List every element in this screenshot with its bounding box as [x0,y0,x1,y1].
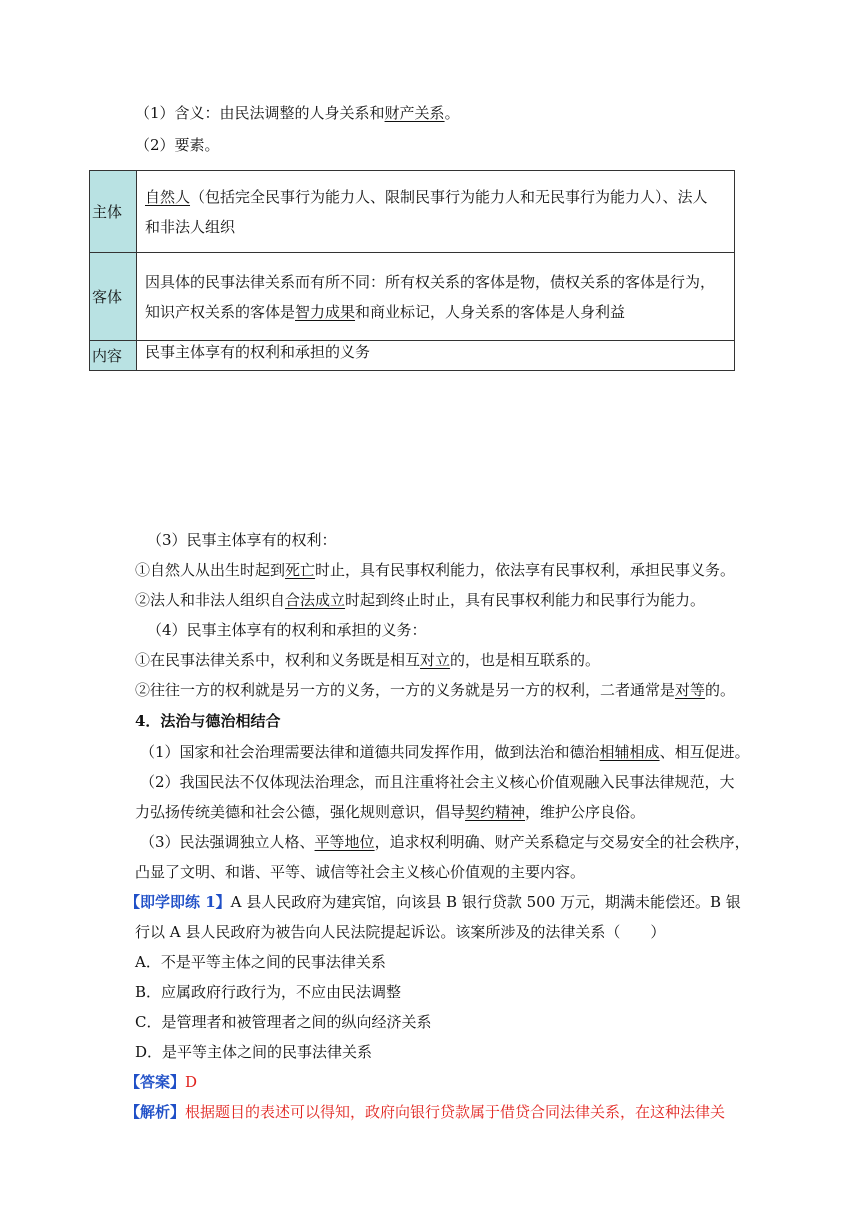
rule-virtue-paragraph-1: （1）国家和社会治理需要法律和道德共同发挥作用，做到法治和德治相辅相成、相互促进。 [140,743,750,761]
underlined-term: 对立 [420,651,451,669]
underlined-term: 对等 [675,681,706,699]
answer-tag: 【答案】 [125,1073,186,1091]
underlined-term: 财产关系 [384,104,445,122]
meaning-paragraph: （1）含义：由民法调整的人身关系和财产关系。 [135,104,460,122]
exercise-tag: 【即学即练 1】 [125,893,231,911]
underlined-term: 相辅相成 [599,743,660,761]
rights-heading: （3）民事主体享有的权利： [147,531,337,549]
table-value-cell: 因具体的民事法律关系而有所不同：所有权关系的客体是物，债权关系的客体是行为， 知识产权关系的客体是智力成果和商业标记，人身关系的客体是人身利益 [137,253,735,341]
option-a: A．不是平等主体之间的民事法律关系 [135,953,386,971]
answer-value: D [185,1073,198,1091]
rule-virtue-paragraph-2: （2）我国民法不仅体现法治理念，而且注重将社会主义核心价值观融入民事法律规范，大 [140,773,735,791]
table-value-cell: 自然人（包括完全民事行为能力人、限制民事行为能力人和无民事行为能力人）、法人 和非法人组织 [137,171,735,253]
table-row [90,171,735,253]
table-row [90,341,735,371]
rule-virtue-paragraph-2-cont: 力弘扬传统美德和社会公德，强化规则意识，倡导契约精神，维护公序良俗。 [135,803,646,821]
underlined-term: 合法成立 [285,591,346,609]
underlined-term: 智力成果 [295,302,356,321]
elements-heading: （2）要素。 [135,136,220,154]
rule-virtue-paragraph-3-cont: 凸显了文明、和谐、平等、诚信等社会主义核心价值观的主要内容。 [135,863,586,881]
table-key-cell: 客体 [90,253,137,341]
table-row [90,253,735,341]
rights-duties-heading: （4）民事主体享有的权利和承担的义务： [147,621,427,639]
option-d: D．是平等主体之间的民事法律关系 [135,1043,373,1061]
elements-table [89,170,735,371]
table-key-cell: 内容 [90,341,137,371]
underlined-term: 死亡 [285,561,316,579]
answer [125,1072,197,1092]
rights-duties-item-2: ②往往一方的权利就是另一方的义务，一方的义务就是另一方的权利，二者通常是对等的。 [135,681,736,699]
rights-item-2: ②法人和非法人组织自合法成立时起到终止时止，具有民事权利能力和民事行为能力。 [135,591,706,609]
analysis [125,1102,725,1122]
underlined-term: 契约精神 [465,803,526,821]
analysis-text: 根据题目的表述可以得知，政府向银行贷款属于借贷合同法律关系，在这种法律关 [185,1103,726,1121]
option-c: C．是管理者和被管理者之间的纵向经济关系 [135,1013,432,1031]
table-key-cell: 主体 [90,171,137,253]
underlined-term: 平等地位 [314,833,375,851]
rights-item-1: ①自然人从出生时起到死亡时止，具有民事权利能力，依法享有民事权利，承担民事义务。 [135,561,736,579]
section-heading: 4．法治与德治相结合 [135,712,281,730]
rule-virtue-paragraph-3: （3）民法强调独立人格、平等地位，追求权利明确、财产关系稳定与交易安全的社会秩序， [140,833,750,851]
rights-duties-item-1: ①在民事法律关系中，权利和义务既是相互对立的，也是相互联系的。 [135,651,601,669]
option-b: B．应属政府行政行为，不应由民法调整 [135,983,402,1001]
exercise-question-cont: 行以 A 县人民政府为被告向人民法院提起诉讼。该案所涉及的法律关系（ ） [135,923,666,941]
table-value-cell: 民事主体享有的权利和承担的义务 [137,341,735,371]
exercise-question: 【即学即练 1】A 县人民政府为建宾馆，向该县 B 银行贷款 500 万元，期满未能偿还。B 银 [125,893,741,911]
analysis-tag: 【解析】 [125,1103,186,1121]
underlined-term: 自然人 [145,187,191,206]
